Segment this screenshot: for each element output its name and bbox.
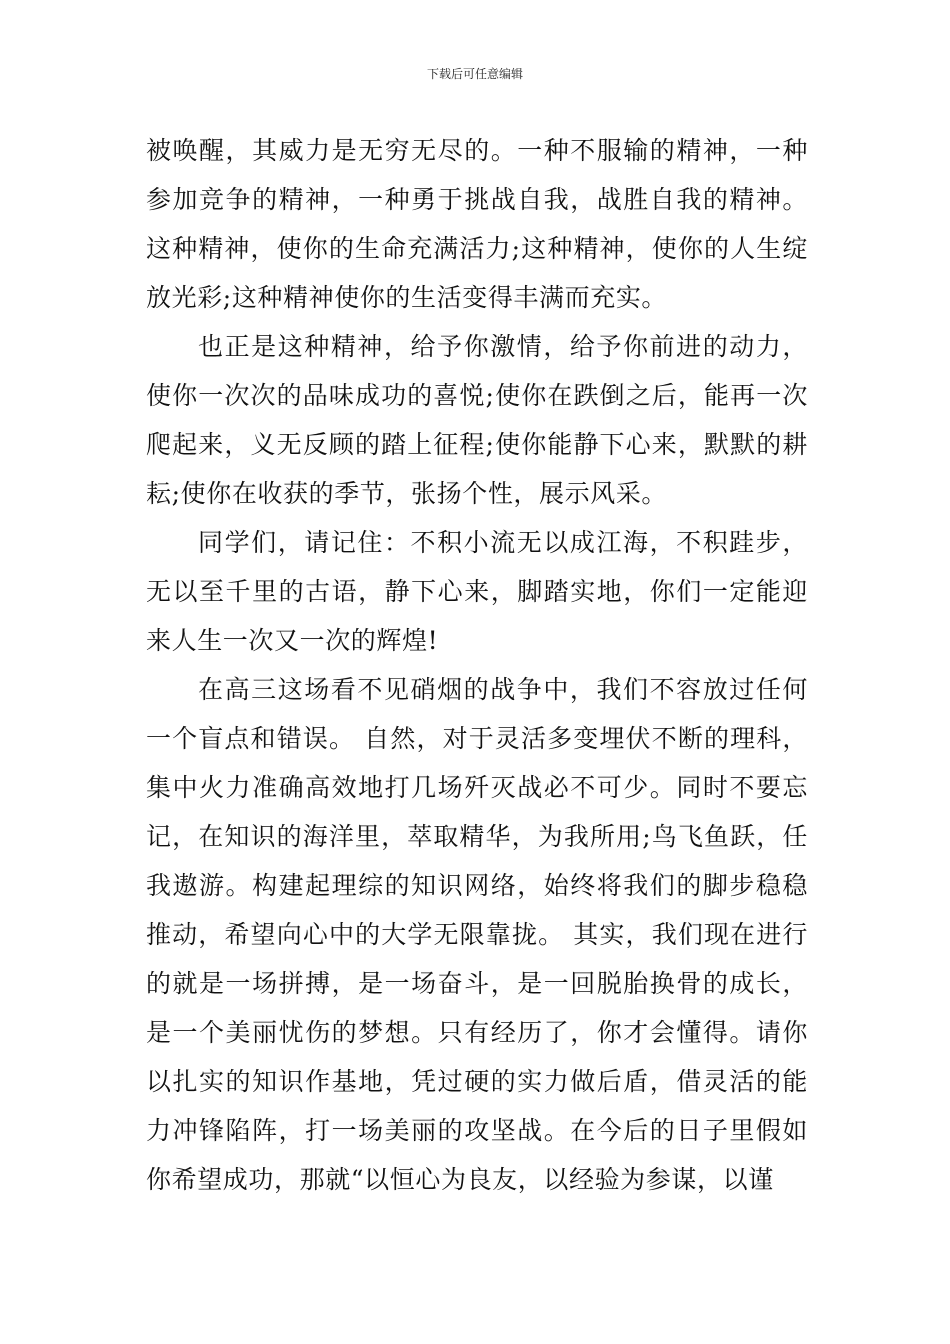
paragraph-1: 被唤醒，其威力是无穷无尽的。一种不服输的精神，一种参加竞争的精神，一种勇于挑战自我，战胜自我的精神。这种精神，使你的生命充满活力;这种精神，使你的人生绽放光彩;这种精神使你的生活变得丰满而充实。 xyxy=(146,136,808,312)
page-header: 下载后可任意编辑 xyxy=(426,67,523,81)
paragraph-4: 在高三这场看不见硝烟的战争中，我们不容放过任何一个盲点和错误。 自然，对于灵活多变埋伏不断的理科，集中火力准确高效地打几场歼灭战必不可少。同时不要忘记，在知识的海洋里，萃取精华，为我所用;鸟飞鱼跃，任我遨游。构建起理综的知识网络，始终将我们的脚步稳稳推动，希望向心中的大学无限靠拢。 其实，我们现在进行的就是一场拼搏，是一场奋斗，是一回脱胎换骨的成长，是一个美丽忧伤的梦想。只有经历了，你才会懂得。请你以扎实的知识作基地，凭过硬的实力做后盾，借灵活的能力冲锋陷阵，打一场美丽的攻坚战。在今后的日子里假如你希望成功，那就“以恒心为良友，以经验为参谋，以谨 xyxy=(146,675,808,1194)
paragraph-2: 也正是这种精神，给予你激情，给予你前进的动力，使你一次次的品味成功的喜悦;使你在跌倒之后，能再一次爬起来，义无反顾的踏上征程;使你能静下心来，默默的耕耘;使你在收获的季节，张扬个性，展示风采。 xyxy=(146,332,808,508)
paragraph-3: 同学们，请记住：不积小流无以成江海，不积跬步，无以至千里的古语，静下心来，脚踏实地，你们一定能迎来人生一次又一次的辉煌! xyxy=(146,528,808,655)
body-text xyxy=(146,126,808,1204)
